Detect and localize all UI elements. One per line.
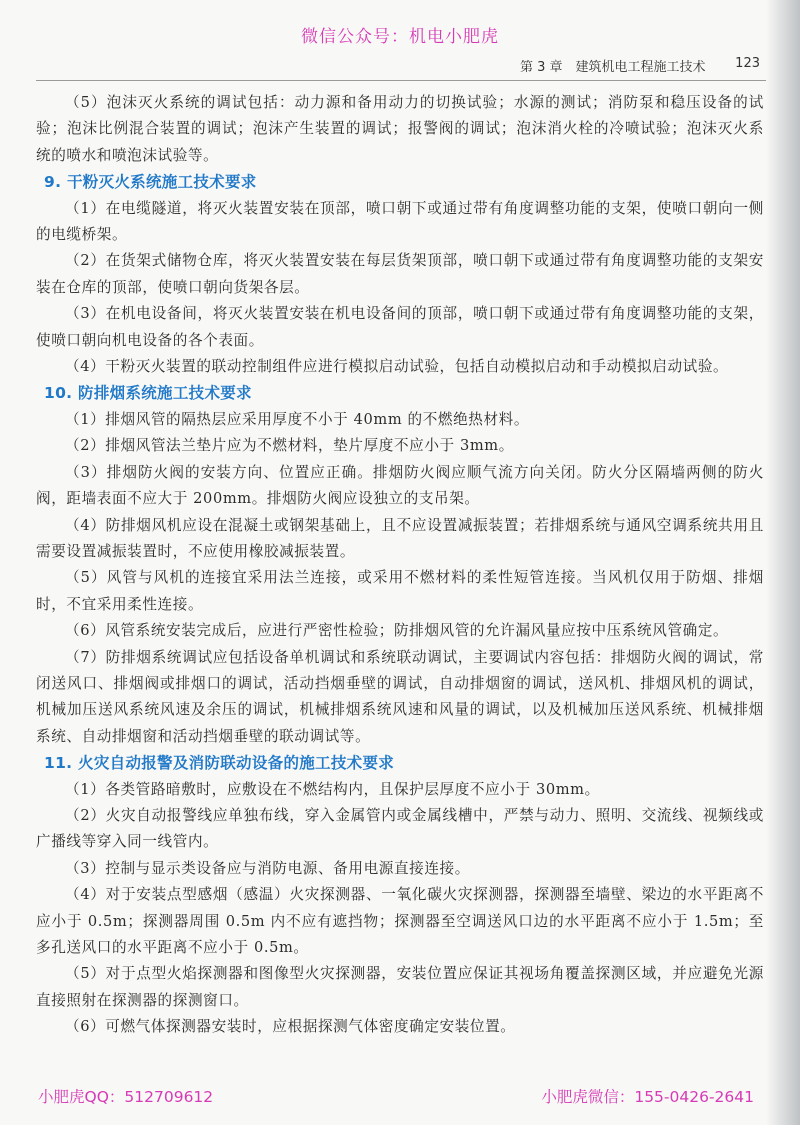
paragraph: （2）排烟风管法兰垫片应为不燃材料，垫片厚度不应小于 3mm。 bbox=[65, 437, 514, 455]
paragraph: （1）排烟风管的隔热层应采用厚度不小于 40mm 的不燃绝热材料。 bbox=[65, 410, 530, 428]
paragraph: （5）泡沫灭火系统的调试包括：动力源和备用动力的切换试验；水源的测试；消防泵和稳压设备的试验；泡沫比例混合装置的调试；泡沫产生装置的调试；报警阀的调试；泡沫消火栓的冷喷试验；泡沫灭火系统的喷水和喷泡沫试验等。 bbox=[36, 94, 764, 164]
section-heading: 10. 防排烟系统施工技术要求 bbox=[44, 384, 252, 403]
section-heading: 9. 干粉灭火系统施工技术要求 bbox=[44, 173, 257, 192]
paragraph: （6）可燃气体探测器安装时，应根据探测气体密度确定安装位置。 bbox=[65, 1018, 516, 1036]
paragraph: （4）对于安装点型感烟（感温）火灾探测器、一氧化碳火灾探测器，探测器至墙壁、梁边的水平距离不应小于 0.5m；探测器周围 0.5m 内不应有遮挡物；探测器至空调送风口边的水平距离不应小于 1.5m；至多孔送风口的水平距离不应小于 0.5m。 bbox=[36, 886, 764, 956]
paragraph: （3）排烟防火阀的安装方向、位置应正确。排烟防火阀应顺气流方向关闭。防火分区隔墙两侧的防火阀，距墙表面不应大于 200mm。排烟防火阀应设独立的支吊架。 bbox=[36, 463, 764, 508]
paragraph: （2）在货架式储物仓库，将灭火装置安装在每层货架顶部，喷口朝下或通过带有角度调整功能的支架安装在仓库的顶部，使喷口朝向货架各层。 bbox=[36, 252, 764, 296]
page-number: 123 bbox=[735, 56, 760, 71]
paragraph: （4）干粉灭火装置的联动控制组件应进行模拟启动试验，包括自动模拟启动和手动模拟启动试验。 bbox=[65, 358, 729, 376]
watermark-wechat: 小肥虎微信：155-0426-2641 bbox=[541, 1088, 754, 1106]
paragraph: （5）风管与风机的连接宜采用法兰连接，或采用不燃材料的柔性短管连接。当风机仅用于防烟、排烟时，不宜采用柔性连接。 bbox=[36, 569, 764, 613]
paragraph: （1）各类管路暗敷时，应敷设在不燃结构内，且保护层厚度不应小于 30mm。 bbox=[65, 780, 600, 798]
page-body bbox=[36, 90, 764, 1041]
chapter-title: 第 3 章 建筑机电工程施工技术 bbox=[520, 60, 706, 75]
header-rule bbox=[36, 80, 766, 81]
section-heading: 11. 火灾自动报警及消防联动设备的施工技术要求 bbox=[44, 754, 395, 773]
paragraph: （6）风管系统安装完成后，应进行严密性检验；防排烟风管的允许漏风量应按中压系统风管确定。 bbox=[65, 622, 729, 640]
paragraph: （1）在电缆隧道，将灭火装置安装在顶部，喷口朝下或通过带有角度调整功能的支架，使喷口朝向一侧的电缆桥架。 bbox=[36, 199, 764, 244]
paragraph: （7）防排烟系统调试应包括设备单机调试和系统联动调试，主要调试内容包括：排烟防火阀的调试，常闭送风口、排烟阀或排烟口的调试，活动挡烟垂壁的调试，自动排烟窗的调试，送风机、排烟风机的调试，机械加压送风系统风速及余压的调试，机械排烟系统风速和风量的调试，以及机械加压送风系统、机械排烟系统、自动排烟窗和活动挡烟垂壁的联动调试等。 bbox=[36, 648, 764, 745]
running-head bbox=[520, 56, 760, 75]
paragraph: （4）防排烟风机应设在混凝土或钢架基础上，且不应设置减振装置；若排烟系统与通风空调系统共用且需要设置减振装置时，不应使用橡胶减振装置。 bbox=[36, 516, 764, 560]
paragraph: （3）控制与显示类设备应与消防电源、备用电源直接连接。 bbox=[65, 859, 470, 877]
paragraph: （5）对于点型火焰探测器和图像型火灾探测器，安装位置应保证其视场角覆盖探测区域，并应避免光源直接照射在探测器的探测窗口。 bbox=[36, 965, 764, 1009]
watermark-qq: 小肥虎QQ：512709612 bbox=[38, 1088, 214, 1106]
page-edge-shadow bbox=[766, 0, 800, 1125]
paragraph: （3）在机电设备间，将灭火装置安装在机电设备间的顶部，喷口朝下或通过带有角度调整功能的支架，使喷口朝向机电设备的各个表面。 bbox=[36, 305, 764, 349]
watermark-top: 微信公众号：机电小肥虎 bbox=[301, 27, 499, 47]
paragraph: （2）火灾自动报警线应单独布线，穿入金属管内或金属线槽中，严禁与动力、照明、交流线、视频线或广播线等穿入同一线管内。 bbox=[36, 806, 764, 851]
